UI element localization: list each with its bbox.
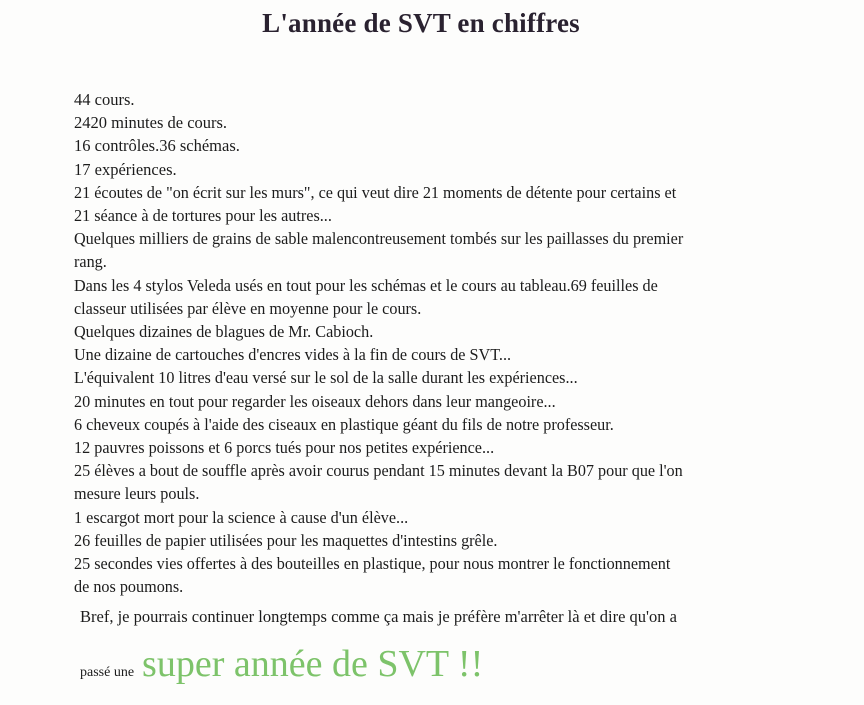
stat-line: 1 escargot mort pour la science à cause d'un élève... [74,507,409,527]
stat-line: 26 feuilles de papier utilisées pour les maquettes d'intestins grêle. [74,530,498,550]
final-prefix: passé une [80,665,135,680]
stat-line: 25 élèves a bout de souffle après avoir courus pendant 15 minutes devant la B07 pour que l'on [74,461,683,481]
stat-line: 12 pauvres poissons et 6 porcs tués pour nos petites expérience... [74,438,495,458]
final-highlight: super année de SVT !! [142,643,484,685]
page-title [0,8,864,39]
stat-line: 44 cours. [74,90,135,109]
stat-line: rang. [74,252,107,272]
stat-line: 16 contrôles.36 schémas. [74,136,240,156]
stat-line: 21 écoutes de "on écrit sur les murs", ce qui veut dire 21 moments de détente pour certains et [74,182,677,202]
stat-line: Quelques dizaines de blagues de Mr. Cabioch. [74,322,374,342]
stat-line: 25 secondes vies offertes à des bouteilles en plastique, pour nous montrer le fonctionnement [74,554,671,574]
stat-line: de nos poumons. [74,577,184,597]
stat-line: 21 séance à de tortures pour les autres... [74,206,332,226]
stat-line: 6 cheveux coupés à l'aide des ciseaux en plastique géant du fils de notre professeur. [74,414,614,434]
stat-line: classeur utilisées par élève en moyenne pour le cours. [74,298,422,318]
conclusion-text: Bref, je pourrais continuer longtemps comme ça mais je préfère m'arrêter là et dire qu'on a [80,607,677,626]
stat-line: 20 minutes en tout pour regarder les oiseaux dehors dans leur mangeoire... [74,391,556,411]
title-text: L'année de SVT en chiffres [262,8,580,38]
stat-line: Une dizaine de cartouches d'encres vides à la fin de cours de SVT... [74,345,512,365]
stat-line: 2420 minutes de cours. [74,113,228,133]
final-line [80,642,483,686]
stats-list [74,88,794,598]
stat-line: 17 expériences. [74,159,177,179]
stat-line: mesure leurs pouls. [74,484,200,504]
stat-line: Dans les 4 stylos Veleda usés en tout pour les schémas et le cours au tableau.69 feuilles de [74,275,658,295]
stat-line: L'équivalent 10 litres d'eau versé sur le sol de la salle durant les expériences... [74,368,578,388]
stat-line: Quelques milliers de grains de sable malencontreusement tombés sur les paillasses du premier [74,229,684,249]
